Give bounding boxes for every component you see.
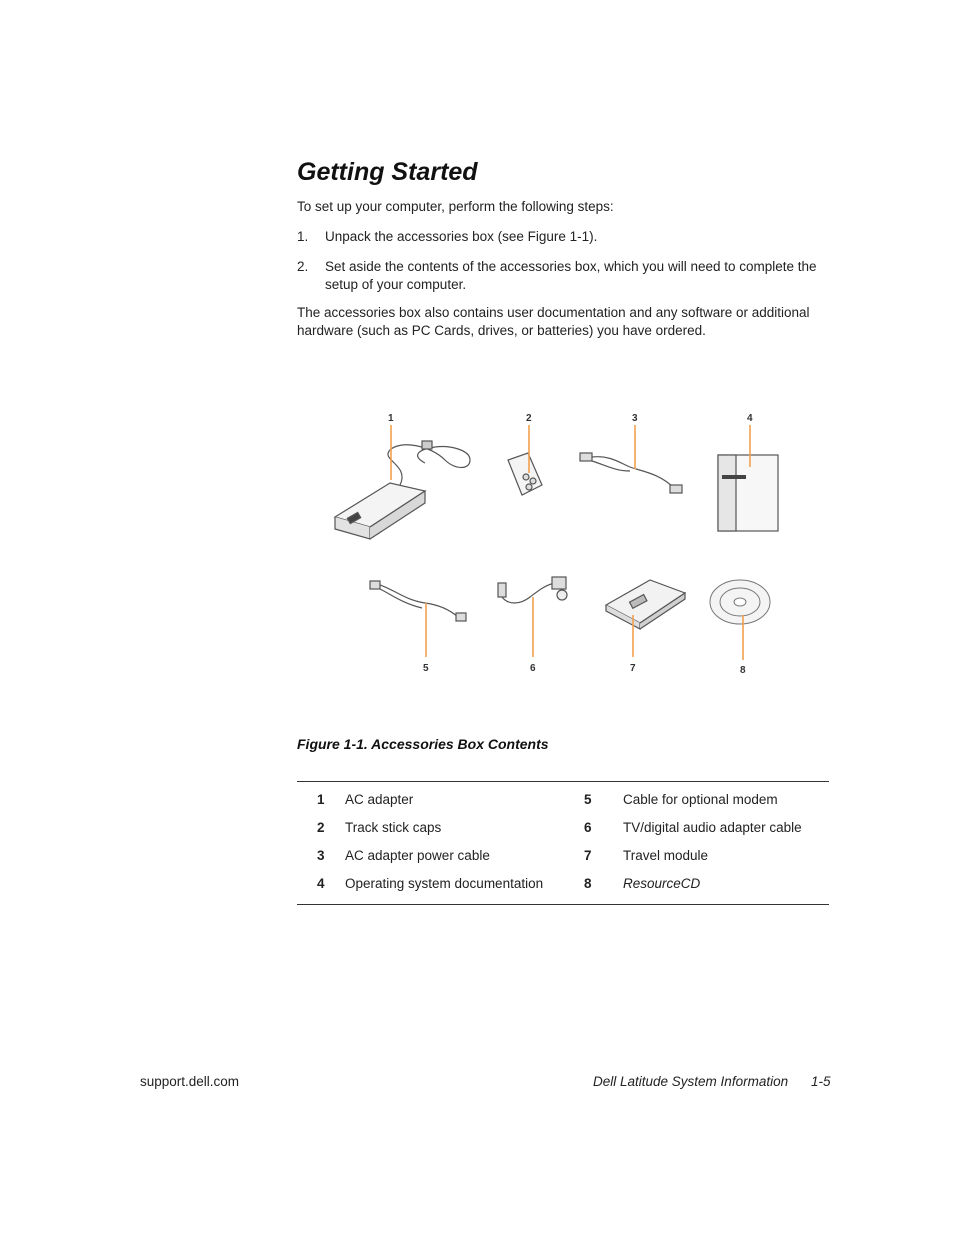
step-text: Set aside the contents of the accessories box, which you will need to complete the setup of your computer. — [325, 259, 817, 292]
callout-number-7: 7 — [630, 663, 636, 674]
legend-label: Travel module — [623, 848, 709, 863]
legend-number: 5 — [584, 792, 592, 807]
ac-adapter-illustration — [335, 441, 470, 539]
legend-table — [297, 781, 829, 905]
callout-number-3: 3 — [632, 413, 638, 424]
documentation-illustration — [718, 455, 778, 531]
modem-cable-illustration — [370, 581, 466, 621]
legend-label: TV/digital audio adapter cable — [623, 820, 802, 835]
step-text: Unpack the accessories box (see Figure 1-1). — [325, 229, 598, 244]
callout-number-4: 4 — [747, 413, 753, 424]
legend-row — [297, 814, 829, 842]
legend-number: 1 — [317, 792, 325, 807]
callout-number-1: 1 — [388, 413, 394, 424]
legend-row — [297, 786, 829, 814]
step-2 — [297, 258, 837, 294]
legend-row — [297, 870, 829, 898]
callout-number-2: 2 — [526, 413, 532, 424]
step-number: 1. — [297, 229, 309, 244]
legend-number: 6 — [584, 820, 592, 835]
intro-text: To set up your computer, perform the following steps: — [297, 199, 614, 214]
figure-caption: Figure 1-1. Accessories Box Contents — [297, 736, 549, 752]
travel-module-illustration — [606, 580, 685, 629]
resource-cd-illustration — [710, 580, 770, 624]
legend-number: 8 — [584, 876, 592, 891]
footer-page-number: 1-5 — [811, 1074, 831, 1089]
page-heading: Getting Started — [297, 158, 478, 186]
legend-label: AC adapter — [345, 792, 414, 807]
legend-number: 4 — [317, 876, 325, 891]
footer-title: Dell Latitude System Information — [593, 1074, 789, 1089]
callout-number-8: 8 — [740, 665, 746, 676]
callout-number-5: 5 — [423, 663, 429, 674]
legend-row — [297, 842, 829, 870]
legend-number: 3 — [317, 848, 325, 863]
step-1 — [297, 228, 837, 246]
legend-number: 2 — [317, 820, 325, 835]
legend-number: 7 — [584, 848, 592, 863]
footer-site: support.dell.com — [140, 1074, 240, 1089]
track-stick-caps-illustration — [508, 453, 542, 495]
legend-label: ResourceCD — [623, 876, 701, 891]
legend-label: Operating system documentation — [345, 876, 544, 891]
step-number: 2. — [297, 259, 309, 274]
callout-number-6: 6 — [530, 663, 536, 674]
accessories-figure — [330, 405, 790, 685]
power-cable-illustration — [580, 453, 682, 493]
legend-label: Track stick caps — [345, 820, 442, 835]
legend-label: AC adapter power cable — [345, 848, 490, 863]
legend-label: Cable for optional modem — [623, 792, 778, 807]
note-text: The accessories box also contains user documentation and any software or additional hardware (such as PC Cards, drives, or batteries) you have ordered. — [297, 305, 810, 338]
